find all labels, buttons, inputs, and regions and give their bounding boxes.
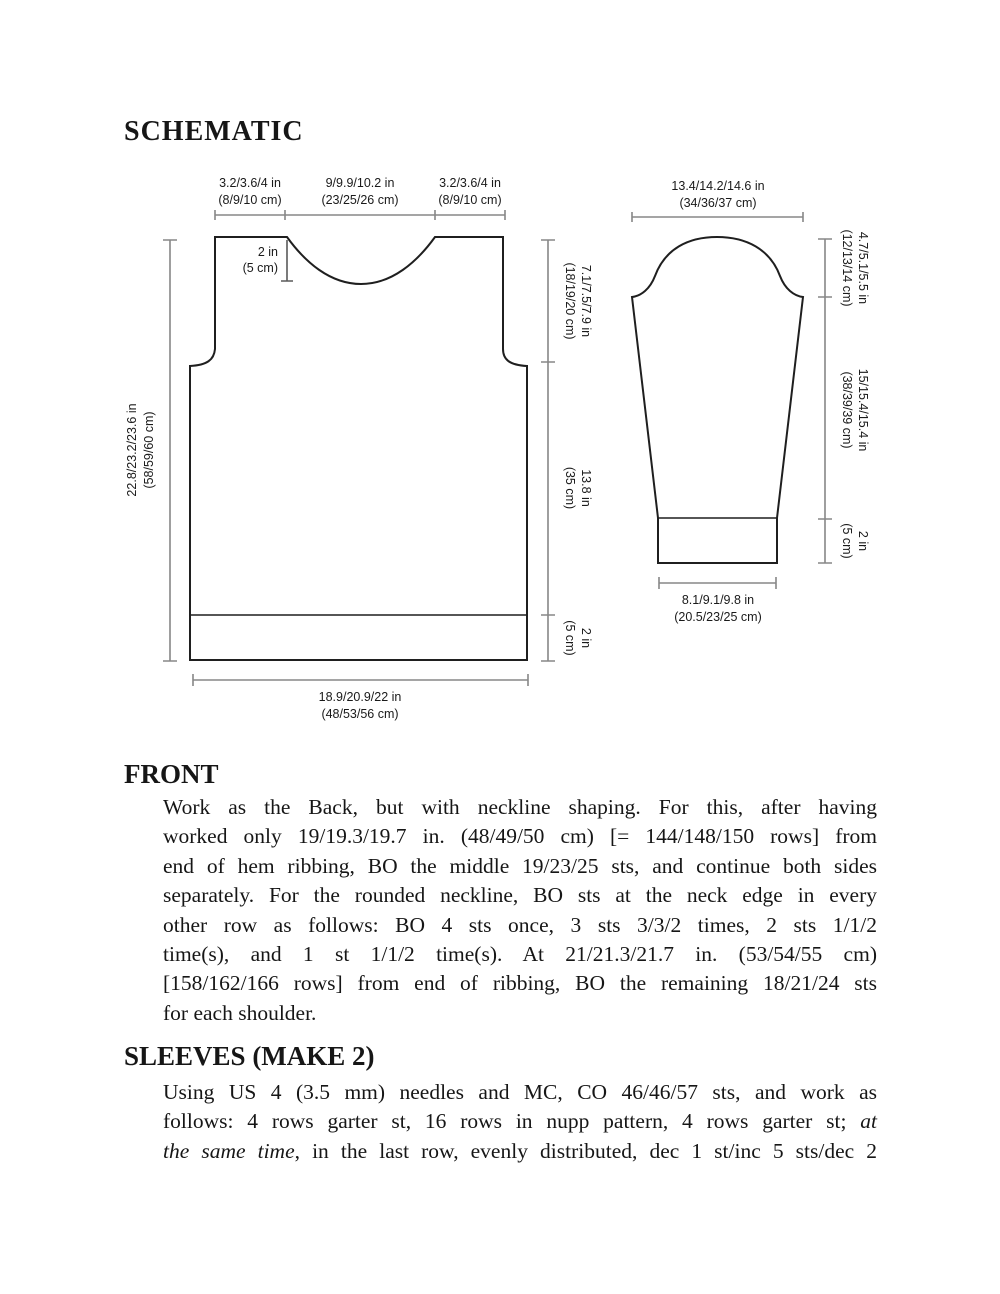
front-line: time(s), and 1 st 1/1/2 time(s). At 21/21.3/21.7 in. (53/54/55 cm)	[163, 942, 877, 967]
neck-width-label-in: 9/9.9/10.2 in	[325, 176, 395, 190]
sleeve-right-dim-line	[818, 239, 832, 563]
shoulder-left-label-in: 3.2/3.6/4 in	[219, 176, 281, 190]
body-outline	[190, 237, 527, 660]
armhole-depth-label-in: 7.1/7.5/7.9 in	[579, 264, 593, 338]
sleeves-line	[163, 1137, 877, 1166]
front-heading: FRONT	[124, 759, 219, 789]
sleeve-top-dim-line	[632, 212, 803, 222]
body-bottom-dim-line	[193, 674, 528, 686]
bottom-width-label-cm: (48/53/56 cm)	[321, 707, 399, 721]
body-length-dim-line	[163, 240, 177, 661]
page-title: SCHEMATIC	[124, 116, 304, 147]
body-top-dim-line	[215, 210, 505, 220]
body-piece	[125, 176, 593, 721]
hem-ribbing-label-in: 2 in	[579, 627, 593, 649]
sleeves-heading: SLEEVES (MAKE 2)	[124, 1041, 375, 1071]
neck-width-label-cm: (23/25/26 cm)	[321, 193, 399, 207]
sleeve-outline	[632, 237, 803, 563]
section-sleeves	[124, 1042, 375, 1072]
body-right-dim-line	[541, 240, 555, 661]
sleeve-length-label-cm: (38/39/39 cm)	[840, 371, 854, 449]
sleeve-length-label-in: 15/15.4/15.4 in	[856, 368, 870, 452]
front-line: separately. For the rounded neckline, BO sts at the neck edge in every	[163, 883, 877, 908]
section-front	[124, 760, 219, 790]
sleeves-line-italic: at	[860, 1109, 877, 1134]
sleeves-line: Using US 4 (3.5 mm) needles and MC, CO 46/46/57 sts, and work as	[163, 1080, 877, 1104]
body-length-label-in: 13.8 in	[579, 469, 593, 507]
shoulder-right-label-in: 3.2/3.6/4 in	[439, 176, 501, 190]
sleeve-top-width-label-cm: (34/36/37 cm)	[679, 196, 757, 210]
sleeves-line-italic: the same time	[163, 1138, 295, 1163]
front-line: worked only 19/19.3/19.7 in. (48/49/50 cm) [= 144/148/150 rows] from	[163, 824, 877, 849]
front-line: Work as the Back, but with neckline shaping. For this, after having	[163, 795, 877, 819]
armhole-depth-label-cm: (18/19/20 cm)	[563, 262, 577, 340]
front-paragraph	[163, 793, 877, 1028]
sleeve-cap-label-in: 4.7/5.1/5.5 in	[856, 231, 870, 305]
sleeve-top-width-label-in: 13.4/14.2/14.6 in	[671, 179, 765, 193]
front-line: [158/162/166 rows] from end of ribbing, BO the remaining 18/21/24 sts	[163, 971, 877, 996]
sleeve-piece	[632, 179, 870, 624]
sleeve-cuff-label-in: 2 in	[856, 530, 870, 552]
hem-ribbing-label-cm: (5 cm)	[563, 620, 577, 656]
neck-depth-label-cm: (5 cm)	[242, 261, 278, 275]
total-length-label-cm: (58/59/60 cm)	[142, 411, 156, 489]
sleeves-paragraph	[163, 1078, 877, 1166]
sleeve-cuff-width-label-in: 8.1/9.1/9.8 in	[681, 593, 755, 607]
sleeve-cuff-label-cm: (5 cm)	[840, 523, 854, 559]
sleeve-bottom-dim-line	[659, 577, 776, 589]
sleeves-line-text: , in the last row, evenly distributed, dec 1 st/inc 5 sts/dec 2	[294, 1138, 877, 1163]
total-length-label-in: 22.8/23.2/23.6 in	[125, 403, 139, 497]
shoulder-left-label-cm: (8/9/10 cm)	[218, 193, 282, 207]
neck-depth-line	[281, 240, 293, 281]
front-line: other row as follows: BO 4 sts once, 3 sts 3/3/2 times, 2 sts 1/1/2	[163, 912, 877, 937]
sleeve-cuff-width-label-cm: (20.5/23/25 cm)	[674, 610, 762, 624]
sleeves-line-text: follows: 4 rows garter st, 16 rows in nupp pattern, 4 rows garter st;	[163, 1109, 861, 1134]
front-line: for each shoulder.	[163, 1000, 317, 1025]
body-length-label-cm: (35 cm)	[563, 466, 577, 510]
bottom-width-label-in: 18.9/20.9/22 in	[318, 690, 402, 704]
sleeve-cap-label-cm: (12/13/14 cm)	[840, 229, 854, 307]
shoulder-right-label-cm: (8/9/10 cm)	[438, 193, 502, 207]
front-line: end of hem ribbing, BO the middle 19/23/25 sts, and continue both sides	[163, 853, 877, 878]
sleeves-line	[163, 1107, 877, 1136]
neck-depth-label-in: 2 in	[257, 245, 278, 259]
